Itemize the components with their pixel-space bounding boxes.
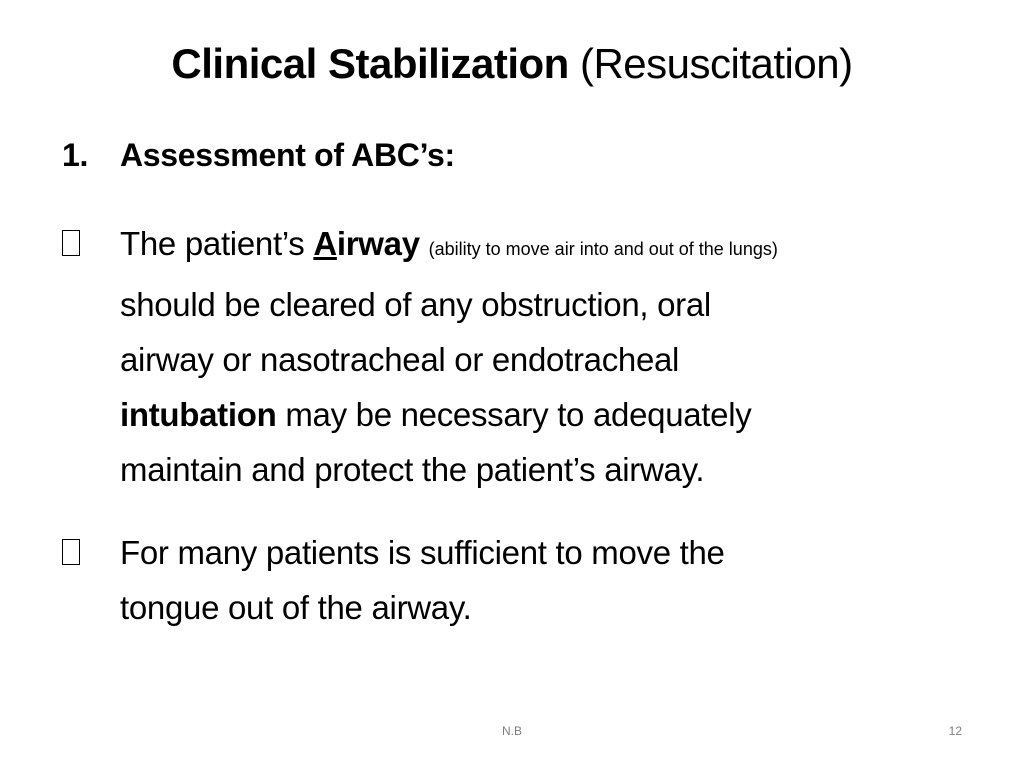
title-main: Clinical Stabilization (171, 40, 569, 87)
airway-definition: (ability to move air into and out of the lungs) (428, 239, 778, 259)
bullet-airway (62, 216, 992, 497)
section-heading (62, 132, 455, 178)
section-label: Assessment of ABC’s: (120, 137, 455, 173)
footer-author: N.B (501, 724, 522, 738)
bullet-tongue-line-1: For many patients is sufficient to move the (120, 534, 725, 571)
airway-term: irway (336, 225, 420, 262)
section-number: 1. (62, 137, 89, 173)
bullet-tongue-line-2: tongue out of the airway. (120, 589, 472, 626)
square-bullet-icon (62, 230, 80, 256)
airway-initial: A (313, 225, 337, 262)
airway-prefix: The patient’s (120, 225, 314, 262)
bullet-airway-line-5: maintain and protect the patient’s airway. (120, 451, 705, 488)
bullet-airway-line-4 (120, 387, 992, 442)
slide-title (0, 34, 1024, 94)
square-bullet-icon (62, 539, 80, 565)
bullet-airway-text (120, 216, 992, 497)
bullet-airway-line-1 (120, 216, 992, 277)
bullet-tongue (62, 525, 992, 635)
intubation-term: intubation (120, 396, 277, 433)
intubation-rest: may be necessary to adequately (276, 396, 752, 433)
title-subtitle: (Resuscitation) (579, 40, 853, 87)
bullet-tongue-text (120, 525, 992, 635)
bullet-airway-line-3: airway or nasotracheal or endotracheal (120, 341, 680, 378)
page-number: 12 (948, 724, 962, 738)
bullet-airway-line-2: should be cleared of any obstruction, oral (120, 286, 711, 323)
